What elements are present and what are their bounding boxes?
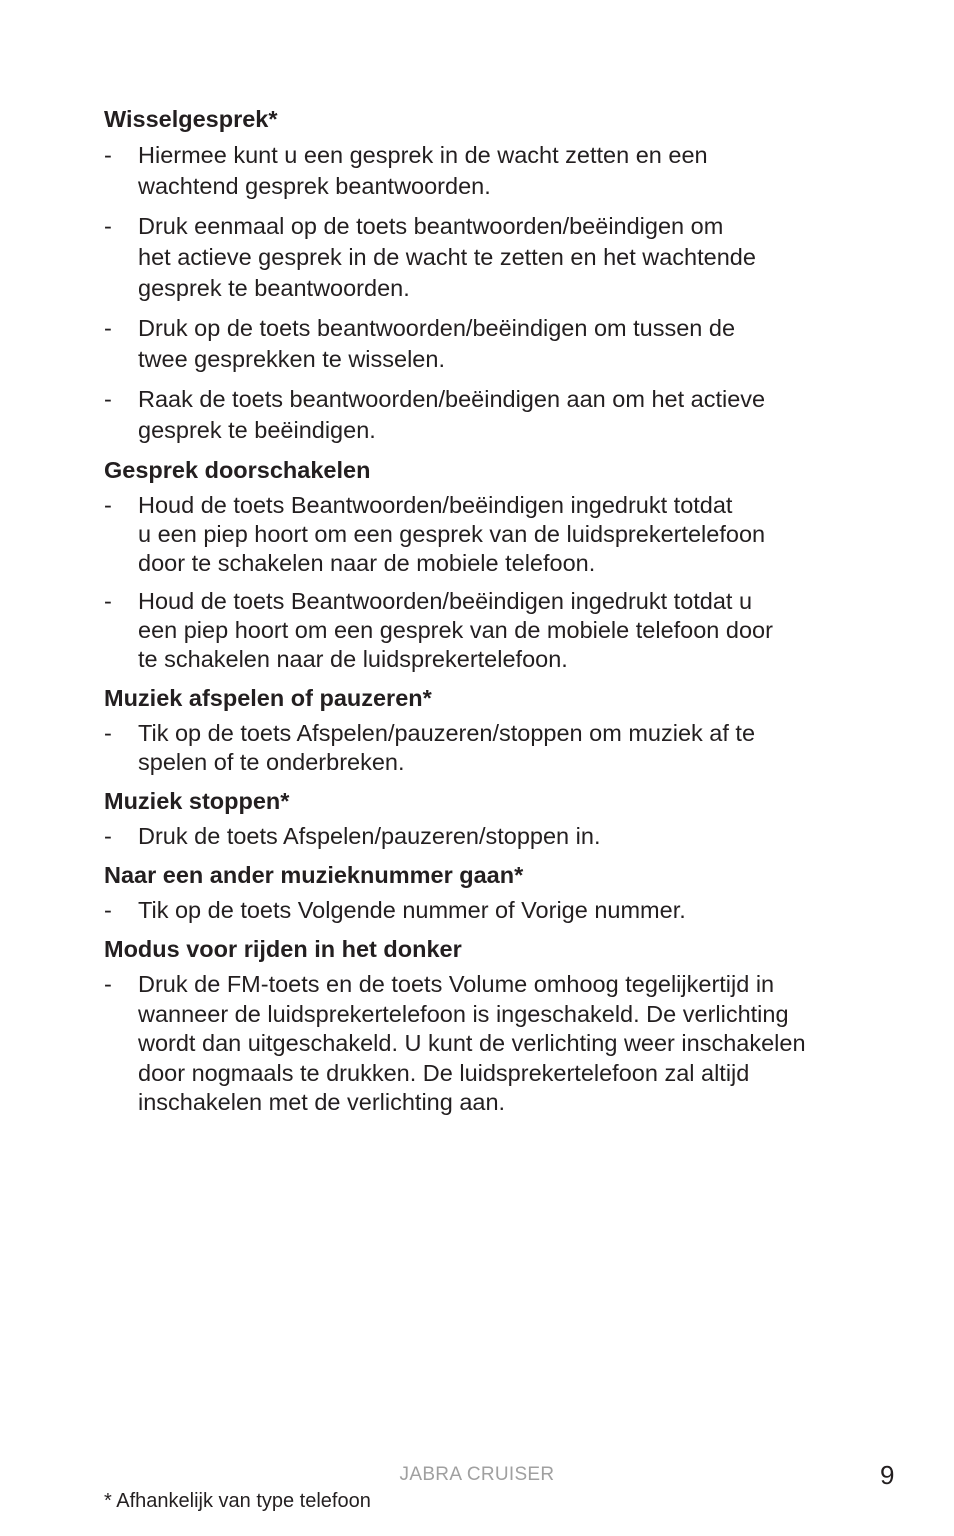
item-text-line: Raak de toets beantwoorden/beëindigen aan om het actieve [138, 386, 766, 412]
section-heading: Modus voor rijden in het donker [104, 936, 462, 962]
page-number: 9 [880, 1460, 895, 1490]
bullet-dash: - [104, 588, 112, 614]
item-text-line: spelen of te onderbreken. [138, 749, 405, 775]
bullet-dash: - [104, 315, 112, 341]
list-item [104, 384, 864, 446]
list-item [104, 970, 864, 1118]
item-text-line: inschakelen met de verlichting aan. [138, 1089, 506, 1115]
bullet-dash: - [104, 720, 112, 746]
section-heading: Muziek afspelen of pauzeren* [104, 685, 432, 711]
list-item [104, 719, 864, 777]
section [104, 786, 864, 851]
bullet-dash: - [104, 971, 112, 997]
item-text-line: Tik op de toets Volgende nummer of Vorige nummer. [138, 897, 686, 923]
list-item [104, 896, 864, 925]
item-text-line: u een piep hoort om een gesprek van de luidsprekertelefoon [138, 521, 766, 547]
bullet-dash: - [104, 897, 112, 923]
item-text-line: twee gesprekken te wisselen. [138, 346, 445, 372]
section-heading: Wisselgesprek* [104, 106, 278, 132]
section [104, 683, 864, 777]
section-heading: Naar een ander muzieknummer gaan* [104, 862, 524, 888]
bullet-dash: - [104, 213, 112, 239]
item-text-line: Druk op de toets beantwoorden/beëindigen om tussen de [138, 315, 736, 341]
document-body [104, 104, 864, 1127]
item-text-line: wachtend gesprek beantwoorden. [138, 173, 491, 199]
item-text-line: gesprek te beantwoorden. [138, 275, 410, 301]
item-text-line: Hiermee kunt u een gesprek in de wacht zetten en een [138, 142, 708, 168]
item-text-line: Druk eenmaal op de toets beantwoorden/beëindigen om [138, 213, 724, 239]
list-item [104, 587, 864, 674]
footer-brand: JABRA CRUISER [399, 1464, 555, 1485]
section-heading: Gesprek doorschakelen [104, 457, 371, 483]
section [104, 934, 864, 1118]
item-text-line: wordt dan uitgeschakeld. U kunt de verlichting weer inschakelen [138, 1030, 806, 1056]
section [104, 860, 864, 925]
bullet-dash: - [104, 142, 112, 168]
item-text-line: gesprek te beëindigen. [138, 417, 376, 443]
item-text-line: Houd de toets Beantwoorden/beëindigen ingedrukt totdat [138, 492, 733, 518]
footnote: * Afhankelijk van type telefoon [104, 1490, 371, 1512]
bullet-dash: - [104, 386, 112, 412]
list-item [104, 491, 864, 578]
item-text-line: Druk de toets Afspelen/pauzeren/stoppen in. [138, 823, 601, 849]
section [104, 455, 864, 674]
item-text-line: te schakelen naar de luidsprekertelefoon. [138, 646, 568, 672]
item-text-line: het actieve gesprek in de wacht te zetten en het wachtende [138, 244, 756, 270]
item-text-line: Tik op de toets Afspelen/pauzeren/stoppen om muziek af te [138, 720, 756, 746]
section-heading: Muziek stoppen* [104, 788, 290, 814]
list-item [104, 822, 864, 851]
list-item [104, 211, 864, 304]
item-text-line: een piep hoort om een gesprek van de mobiele telefoon door [138, 617, 773, 643]
item-text-line: door nogmaals te drukken. De luidsprekertelefoon zal altijd [138, 1059, 750, 1086]
item-text-line: wanneer de luidsprekertelefoon is ingeschakeld. De verlichting [138, 1000, 789, 1027]
list-item [104, 313, 864, 375]
item-text-line: Houd de toets Beantwoorden/beëindigen ingedrukt totdat u [138, 588, 753, 614]
list-item [104, 140, 864, 202]
item-text-line: Druk de FM-toets en de toets Volume omhoog tegelijkertijd in [138, 971, 775, 997]
bullet-dash: - [104, 823, 112, 849]
item-text-line: door te schakelen naar de mobiele telefoon. [138, 550, 596, 576]
bullet-dash: - [104, 492, 112, 518]
section [104, 104, 864, 446]
